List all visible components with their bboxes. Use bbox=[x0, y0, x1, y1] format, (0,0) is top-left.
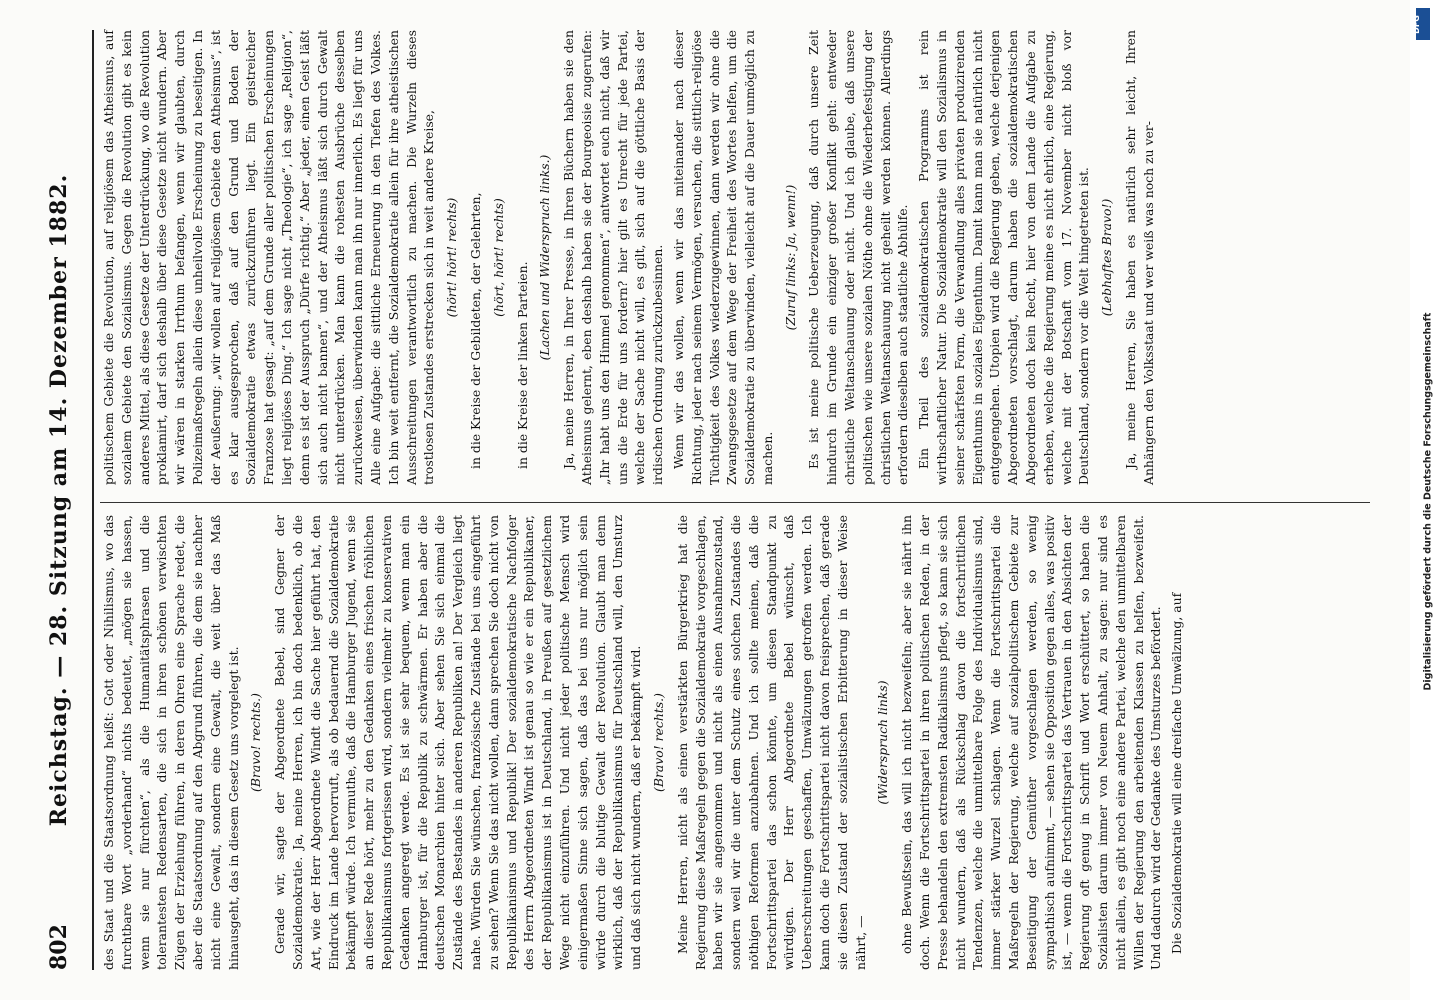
paragraph: Ein Theil des sozialdemokratischen Programms ist rein wirthschaftlicher Natur. Die Sozialdemokratie will den Sozialismus in seiner schärfsten Form, die Verwandlung alles privaten produzirenden Eigenthums in soziales Eigenthum. Damit kann man sie natürlich nicht entgegengehen. Utopien wird die Regierung geben, welche derjenigen Abgeordneten vorschlagt, darum haben die sozialdemokratischen Abgeordneten doch kein Recht, hier von dem Lande die Aufgabe zu erheben, welche die Regierung meine es nicht ehrlich, eine Regierung, welche mit der Botschaft vom 17. November nicht bloß vor Deutschland, sondern vor die Welt hingetreten ist. bbox=[916, 30, 1092, 485]
paragraph: Wenn wir das wollen, wenn wir das miteinander nach dieser Richtung, jeder nach seinem Vermögen, versuchen, die sittlich-religiöse Tüchtigkeit des Volkes wiederzugewinnen, dann werden wir ohne die Zwangsgesetze auf dem Wege der Freiheit des Wortes helfen, um die Sozialdemokratie zu überwinden, vielleicht auf die Dauer unmöglich zu machen. bbox=[670, 30, 775, 485]
interjection: (Lachen und Widerspruch links.) bbox=[537, 154, 553, 361]
digitization-note-text: Digitalisierung gefördert durch die Deutsche Forschungsgemeinschaft bbox=[1422, 312, 1434, 691]
interjection: (Widerspruch links) bbox=[875, 680, 891, 805]
interjection: (hört! hört! rechts) bbox=[444, 197, 460, 318]
interjection: (hört, hört! rechts) bbox=[490, 198, 506, 317]
interjection: (Bravo! rechts.) bbox=[248, 693, 264, 792]
interjection: (Lebhaftes Bravo!) bbox=[1099, 198, 1115, 317]
text-column-left bbox=[100, 515, 1370, 970]
dfg-label: DFG bbox=[1411, 15, 1421, 34]
header-title: Reichstag. — 28. Sitzung am 14. Dezember 1882. bbox=[46, 173, 72, 827]
paragraph: Es ist meine politische Ueberzeugung, daß durch unsere Zeit hindurch im Grunde ein einziger großer Konflikt geht: entweder christliche Weltanschauung oder nicht. Und ich glaube, daß unsere politischen wie unsere sozialen Nöthe ohne die Wiederbefestigung der christlichen Weltanschauung nicht geheilt werden können. Allerdings erfordern dieselben auch staatliche Abhülfe. bbox=[806, 30, 911, 485]
paragraph: Ja, meine Herren, Sie haben es natürlich sehr leicht, Ihren Anhängern den Volksstaat und wer weiß was noch zu ver- bbox=[1123, 30, 1156, 485]
digitization-note bbox=[1418, 44, 1432, 964]
interjection: (Bravo! rechts.) bbox=[650, 693, 666, 792]
paragraph: Die Sozialdemokratie will eine dreifache Umwälzung, auf bbox=[1169, 592, 1185, 954]
interjection: (Zuruf links: Ja, wenn!) bbox=[782, 184, 798, 331]
page-header bbox=[42, 30, 82, 970]
paragraph: Meine Herren, nicht als einen verstärkten Bürgerkrieg hat die Regierung diese Maßregeln gegen die Sozialdemokratie vorgeschlagen, haben wir sie angenommen und nicht als einen Ausnahmezustand, sondern weil wir die unter dem Schutz eines solchen Zustandes die nöthigen Reformen anzubahnen. Und ich sollte meinen, daß die Fortschrittspartei das schon könnte, um diesen Standpunkt zu würdigen. Der Herr Abgeordnete Bebel wünscht, daß Ueberschreitungen geschaffen, Umwälzungen getroffen werden. Ich kann doch die Fortschrittspartei nicht davon freisprechen, daß gerade sie diesen Zustand der sozialistischen Erbitterung in dieser Weise nährt, — bbox=[674, 515, 868, 970]
header-rule bbox=[92, 30, 94, 970]
paragraph: ohne Bewußtsein, das will ich nicht bezweifeln; aber sie nährt ihn doch. Wenn die Fortschrittspartei in ihren politischen Reden, in der Presse behandeln den extremsten Radikalismus pflegt, so kann sie sich nicht wundern, daß als Rückschlag davon die fortschrittlichen Tendenzen, welche die unmittelbare Folge des Individualismus sind, immer stärker Wurzel schlagen. Wenn die Fortschrittspartei die Maßregeln der Regierung, welche auf sozialpolitischem Gebiete zur Beseitigung der Gemüther vorgeschlagen werden, so wenig sympathisch aufnimmt, — sehen sie Opposition gegen alles, was positiv ist, — wenn die Fortschrittspartei das Vertrauen in den Absichten der Regierung oft genug in Schrift und Wort erschüttert, so haben die Sozialisten darum immer von Neuem Anhalt, zu sagen: nur sind es nicht allein, es gibt noch eine andere Partei, welche den unmittelbaren Willen der Regierung den arbeitenden Klassen zu helfen, bezweifelt. Und dadurch wird der Gedanke des Umsturzes befördert. bbox=[899, 515, 1164, 970]
dfg-logo bbox=[1411, 8, 1430, 40]
column-divider bbox=[100, 502, 1370, 503]
paragraph: in die Kreise der Gebildeten, der Gelehrten, bbox=[467, 192, 483, 469]
paragraph: in die Kreise der linken Parteien. bbox=[514, 261, 530, 469]
page-number: 802 bbox=[46, 924, 72, 970]
paragraph: politischem Gebiete die Revolution, auf religiösem das Atheismus, auf sozialem Gebiete den Sozialismus. Gegen die Revolution gibt es kein anderes Mittel, als diese Gesetze der Unterdrückung, wo die Revolution proklamirt, darf sich deshalb über diese Gesetze nicht wundern. Aber wir wären in starken Irrthum befangen, wenn wir glaubten, durch Polizeimaßregeln allein diese unheilvolle Erscheinung zu beseitigen. In der Aeußerung: „wir wollen auf religiösem Gebiete den Atheismus“, ist es klar ausgesprochen, daß auf den Grund und Boden der Sozialdemokratie etwas zurückzuführen liegt. Ein geistreicher Franzose hat gesagt: „auf dem Grunde aller politischen Erscheinungen liegt religiöses Ding.“ Ich sage nicht „Theologie“, ich sage „Religion“, denn es ist der Ausspruch „Dürfe richtig.“ Aber „jeder, einen Geist läßt sich auch nicht bannen“, und der Atheismus läßt sich durch Gewalt nicht unterdrücken. Man kann die rohesten Ausbrüche desselben zurückweisen, überwinden kann man ihn nur innerlich. Es liegt für uns Alle eine Aufgabe: die sittliche Erneuerung in den Tiefen des Volkes. Ich bin weit entfernt, die Sozialdemokratie allein für ihre atheistischen Ausschreitungen verantwortlich zu machen. Die Wurzeln dieses trostlosen Zustandes erstrecken sich in weit andere Kreise, bbox=[101, 30, 437, 485]
paragraph: Gerade wir, sagte der Abgeordnete Bebel, sind Gegner der Sozialdemokratie. Ja, meine Herren, ich bin doch bedenklich, ob die Art, wie der Herr Abgeordnete Windt die Sache hier geführt hat, den Eindruck im Lande hervorruft, als ob bedauernd die Sozialdemokratie bekämpft würde. Ich vermuthe, daß die Hamburger Jugend, wenn sie an dieser Rede hört, mehr zu den Gedanken eines frischen fröhlichen Republikanismus fortgerissen wird, sondern vielmehr zu konservativen Gedanken angeregt werde. Es ist sie sehr bequem, wenn man ein Hamburger ist, für die Republik zu schwärmen. Er haben aber die deutschen Monarchien hinter sich. Aber sehen Sie sich einmal die Zustände des Bestandes in anderen Republiken an! Der Vergleich liegt nahe. Würden Sie wünschen, französische Zustände bei uns eingeführt zu sehen? Wenn Sie das nicht wollen, dann sprechen Sie doch nicht von Republikanismus und Republik! Der sozialdemokratische Nachfolger des Herrn Abgeordneten Windt ist genau so wie er ein Republikaner, der Republikanismus ist in Deutschland, in Preußen auf gesetzlichem Wege nicht einzuführen. Und nicht jeder politische Mensch wird einigermaßen Sinne sich sagen, daß das bei uns nur möglich sein würde durch die blutige Gewalt der Revolution. Glaubt man denn wirklich, daß der Republikanismus für Deutschland will, den Umsturz und daß sich nicht wundern, daß er bekämpft wird. bbox=[272, 515, 644, 970]
text-column-right bbox=[100, 30, 1370, 485]
paragraph: Ja, meine Herren, in Ihrer Presse, in Ihren Büchern haben sie den Atheismus gelernt, eben deshalb haben sie der Bourgeoisie zugerufen: „Ihr habt uns den Himmel genommen“, antwortet euch nicht, daß wir uns die Erde für uns fordern? hier gilt es Unrecht für jede Partei, welche der Sache nicht will, es gilt, sich auf die göttliche Basis der irdischen Ordnung zurückzubesinnen. bbox=[561, 30, 666, 485]
paragraph: des Staat und die Staatsordnung heißt: Gott oder Nihilismus, wo das furchtbare Wort „vorderhand“ nichts bedeutet, „mögen sie hassen, wenn sie nur fürchten“, als die Humanitätsphrasen und die tolerantesten Redensarten, die sich in ihren schönen verwischten Zügen der Erziehung führen, in deren Ohren eine Sprache redet, die aber die Staatsordnung auf den Abgrund führen, die dem sie nachher nicht eine Gewalt, sondern eine Gewalt, die weit über das Maß hinausgeht, das in diesem Gesetz uns vorgelegt ist. bbox=[101, 515, 241, 970]
